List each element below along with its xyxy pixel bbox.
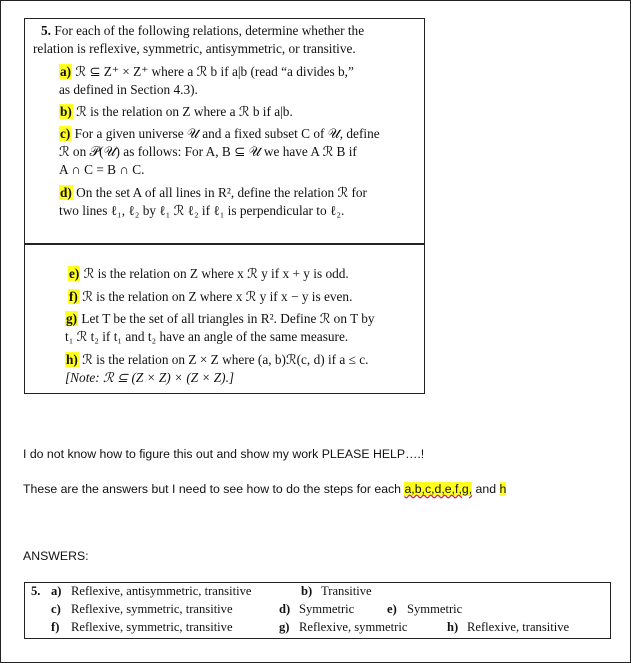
part-h-line-1 xyxy=(65,351,369,369)
problem-intro-2: relation is reflexive, symmetric, antisymmetric, or transitive. xyxy=(33,41,356,56)
steps-prefix: These are the answers but I need to see how to do the steps for each xyxy=(23,482,405,496)
answer-b: Transitive xyxy=(321,584,372,598)
part-e-text: ℛ is the relation on Z where x ℛ y if x + y is odd. xyxy=(83,266,349,281)
part-g-text-1: Let T be the set of all triangles in R². Define ℛ on T by xyxy=(81,311,375,326)
steps-request-line xyxy=(23,482,506,496)
part-g-label: g) xyxy=(66,311,78,326)
part-d-line-1 xyxy=(59,184,367,202)
steps-highlight: a,b,c,d,e,f,g, xyxy=(404,482,473,496)
answer-e: Symmetric xyxy=(407,602,463,616)
part-a-text-2: as defined in Section 4.3). xyxy=(59,82,198,97)
part-d-text-1: On the set A of all lines in R², define the relation ℛ for xyxy=(76,185,367,200)
problem-intro-1: For each of the following relations, determine whether the xyxy=(54,23,365,38)
answer-e-label: e) xyxy=(387,602,397,616)
part-f-line xyxy=(68,288,352,306)
answer-a: Reflexive, antisymmetric, transitive xyxy=(71,584,252,598)
part-c-line-1 xyxy=(59,125,380,143)
answers-number: 5. xyxy=(31,584,41,598)
part-g-text-2: t₁ ℛ t₂ if t₁ and t₂ have an angle of the same measure. xyxy=(65,329,349,344)
answer-d: Symmetric xyxy=(299,602,355,616)
part-d-text-2: two lines ℓ₁, ℓ₂ by ℓ₁ ℛ ℓ₂ if ℓ₁ is perpendicular to ℓ₂. xyxy=(59,203,345,218)
part-c-text-2: ℛ on 𝒫(𝒰) as follows: For A, B ⊆ 𝒰 we have A ℛ B if xyxy=(59,144,357,159)
answer-f: Reflexive, symmetric, transitive xyxy=(71,620,233,634)
answer-c-label: c) xyxy=(51,602,61,616)
answer-h-label: h) xyxy=(447,620,459,634)
answer-h: Reflexive, transitive xyxy=(467,620,570,634)
problem-box-1 xyxy=(24,18,425,244)
answers-heading: ANSWERS: xyxy=(23,549,89,563)
part-e-label: e) xyxy=(69,266,80,281)
part-b-text: ℛ is the relation on Z where a ℛ b if a|b. xyxy=(76,104,293,119)
answer-g-label: g) xyxy=(279,620,290,634)
part-h-label: h) xyxy=(66,352,78,367)
part-d-label: d) xyxy=(60,185,72,200)
part-c-text-1: For a given universe 𝒰 and a fixed subset C of 𝒰, define xyxy=(74,126,380,141)
answer-a-label: a) xyxy=(51,584,62,598)
problem-box-2 xyxy=(24,244,425,394)
part-b-line xyxy=(59,103,293,121)
part-f-text: ℛ is the relation on Z where x ℛ y if x − y is even. xyxy=(82,289,353,304)
part-b-label: b) xyxy=(60,104,72,119)
steps-and: and xyxy=(472,482,500,496)
part-c-label: c) xyxy=(60,126,71,141)
answers-box xyxy=(24,582,611,639)
part-e-line xyxy=(68,265,349,283)
part-h-text-2: [Note: ℛ ⊆ (Z × Z) × (Z × Z).] xyxy=(65,370,235,385)
help-text: I do not know how to figure this out and show my work PLEASE HELP….! xyxy=(23,447,425,461)
part-a-line-1 xyxy=(59,63,354,81)
problem-intro-line-1 xyxy=(41,22,364,40)
part-g-line-1 xyxy=(65,310,375,328)
part-h-text-1: ℛ is the relation on Z × Z where (a, b)ℛ(c, d) if a ≤ c. xyxy=(82,352,369,367)
answer-b-label: b) xyxy=(301,584,313,598)
steps-h: h xyxy=(499,482,507,496)
answer-d-label: d) xyxy=(279,602,291,616)
part-c-text-3: A ∩ C = B ∩ C. xyxy=(59,162,145,177)
part-a-label: a) xyxy=(60,64,72,79)
part-a-text-1: ℛ ⊆ Z⁺ × Z⁺ where a ℛ b if a|b (read “a divides b,” xyxy=(75,64,354,79)
answer-c: Reflexive, symmetric, transitive xyxy=(71,602,233,616)
answer-g: Reflexive, symmetric xyxy=(299,620,408,634)
answer-f-label: f) xyxy=(51,620,60,634)
part-f-label: f) xyxy=(69,289,78,304)
problem-number: 5. xyxy=(41,23,51,38)
